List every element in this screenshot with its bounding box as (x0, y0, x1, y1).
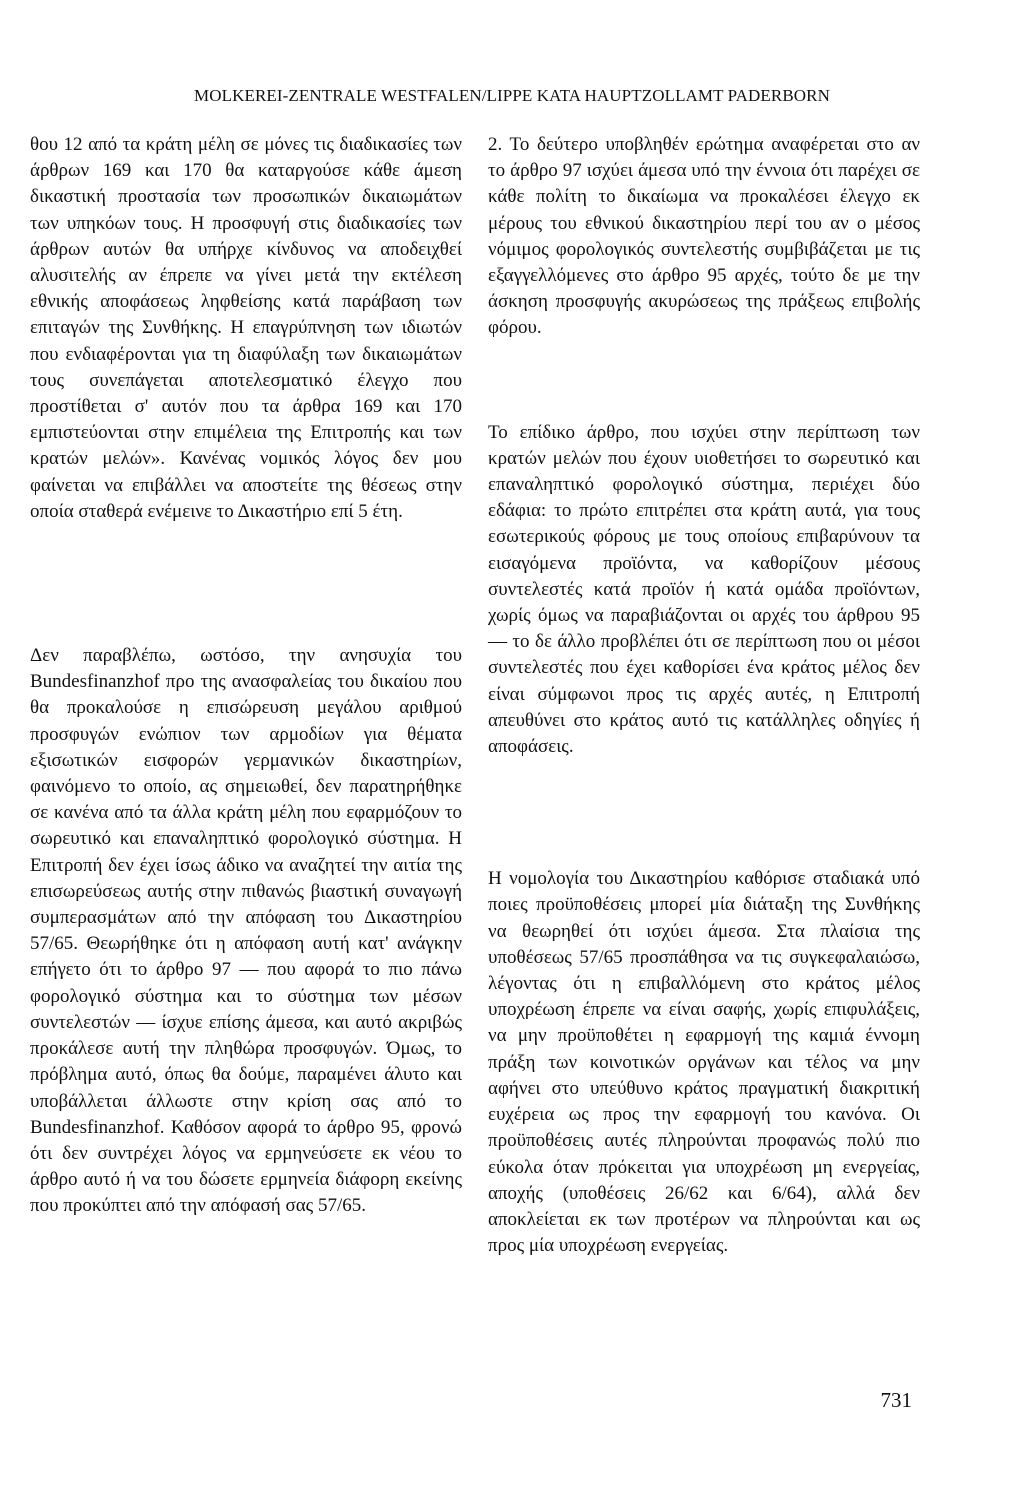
running-header: MOLKEREI-ZENTRALE WESTFALEN/LIPPE ΚΑΤΑ HAUPTZOLLAMT PADERBORN (194, 86, 830, 105)
left-paragraph-2: Δεν παραβλέπω, ωστόσο, την ανησυχία του Bundesfinanzhof προ της ανασφαλείας του δικαίου που θα προκαλούσε η επισώρευση μεγάλου αριθμού προσφυγών ενώπιον των αρμοδίων για θέματα εξισωτικών εισφορών γερμανικών δικαστηρίων, φαινόμενο το οποίο, ας σημειωθεί, δεν παρατηρήθηκε σε κανένα από τα άλλα κράτη μέλη που εφαρμόζουν το σωρευτικό και επαναληπτικό φορολογικό σύστημα. Η Επιτροπή δεν έχει ίσως άδικο να αναζητεί την αιτία της επισωρεύσεως αυτής στην πιθανώς βιαστική συναγωγή συμπερασμάτων από την απόφαση του Δικαστηρίου 57/65. Θεωρήθηκε ότι η απόφαση αυτή κατ' ανάγκην επήγετο ότι το άρθρο 97 — που αφορά το πιο πάνω φορολογικό σύστημα και το σύστημα των μέσων συντελεστών — ίσχυε επίσης άμεσα, και αυτό ακριβώς προκάλεσε αυτή την πληθώρα προσφυγών. Όμως, το πρόβλημα αυτό, όπως θα δούμε, παραμένει άλυτο και υποβάλλεται άλλωστε στην κρίση σας από το Bundesfinanzhof. Καθόσον αφορά το άρθρο 95, φρονώ ότι δεν συντρέχει λόγος να ερμηνεύσετε εκ νέου το άρθρο αυτό ή να του δώσετε ερμηνεία διάφορη εκείνης που προκύπτει από την απόφασή σας 57/65. (30, 645, 462, 1217)
right-paragraph-1: 2. Το δεύτερο υποβληθέν ερώτημα αναφέρεται στο αν το άρθρο 97 ισχύει άμεσα υπό την έννοια ότι παρέχει σε κάθε πολίτη το δικαίωμα να προκαλέσει έλεγχο εκ μέρους του εθνικού δικαστηρίου περί του αν ο μέσος νόμιμος φορολογικός συντελεστής συμβιβάζεται με τις εξαγγελλόμενες στο άρθρο 95 αρχές, τούτο δε με την άσκηση προσφυγής ακυρώσεως της πράξεως επιβολής φόρου. (488, 134, 920, 339)
right-paragraph-3: Η νομολογία του Δικαστηρίου καθόρισε σταδιακά υπό ποιες προϋποθέσεις μπορεί μία διάταξη της Συνθήκης να θεωρηθεί ότι ισχύει άμεσα. Στα πλαίσια της υποθέσεως 57/65 προσπάθησα να τις συγκεφαλαιώσω, λέγοντας ότι η επιβαλλόμενη στο κράτος μέλος υποχρέωση έπρεπε να είναι σαφής, χωρίς επιφυλάξεις, να μην προϋποθέτει η εφαρμογή της καμιά έννομη πράξη των κοινοτικών οργάνων και τέλος να μην αφήνει στο υπεύθυνο κράτος πραγματική διακριτική ευχέρεια ως προς την εφαρμογή του κανόνα. Οι προϋποθέσεις αυτές πληρούνται προφανώς πολύ πιο εύκολα όταν πρόκειται για υποχρέωση μη ενεργείας, αποχής (υποθέσεις 26/62 και 6/64), αλλά δεν αποκλείεται εκ των προτέρων να πληρούνται και ως προς μία υποχρέωση ενεργείας. (488, 868, 920, 1257)
paragraph-gap (488, 760, 920, 866)
left-paragraph-1: θου 12 από τα κράτη μέλη σε μόνες τις διαδικασίες των άρθρων 169 και 170 θα καταργούσε κάθε άμεση δικαστική προστασία των προσωπικών δικαιωμάτων των υπηκόων τους. Η προσφυγή στις διαδικασίες των άρθρων αυτών θα υπήρχε κίνδυνος να αποδειχθεί αλυσιτελής αν έπρεπε να γίνει μετά την εκτέλεση εθνικής αποφάσεως ληφθείσης κατά παράβαση των επιταγών της Συνθήκης. Η επαγρύπνηση των ιδιωτών που ενδιαφέρονται για τη διαφύλαξη των δικαιωμάτων τους συνεπάγεται αποτελεσματικό έλεγχο που προστίθεται σ' αυτόν που τα άρθρα 169 και 170 εμπιστεύονται στην επιμέλεια της Επιτροπής και των κρατών μελών». Κανένας νομικός λόγος δεν μου φαίνεται να επιβάλλει να αποστείτε της θέσεως στην οποία σταθερά ενέμεινε το Δικαστήριο επί 5 έτη. (30, 134, 462, 522)
paragraph-gap (30, 525, 462, 643)
right-paragraph-2: Το επίδικο άρθρο, που ισχύει στην περίπτωση των κρατών μελών που έχουν υιοθετήσει το σωρευτικό και επαναληπτικό φορολογικό σύστημα, περιέχει δύο εδάφια: το πρώτο επιτρέπει στα κράτη αυτά, για τους εσωτερικούς φόρους με τους οποίους επιβαρύνουν τα εισαγόμενα προϊόντα, να καθορίζουν μέσους συντελεστές κατά προϊόν ή κατά ομάδα προϊόντων, χωρίς όμως να παραβιάζονται οι αρχές του άρθρου 95 — το δε άλλο προβλέπει ότι σε περίπτωση που οι μέσοι συντελεστές που έχει καθορίσει ένα κράτος μέλος δεν είναι σύμφωνοι προς τις αρχές αυτές, η Επιτροπή απευθύνει στο κράτος αυτό τις κατάλληλες οδηγίες ή αποφάσεις. (488, 421, 920, 758)
left-column (30, 132, 462, 1220)
page-number: 731 (880, 1388, 912, 1412)
right-column (488, 132, 920, 1259)
paragraph-gap (488, 342, 920, 420)
